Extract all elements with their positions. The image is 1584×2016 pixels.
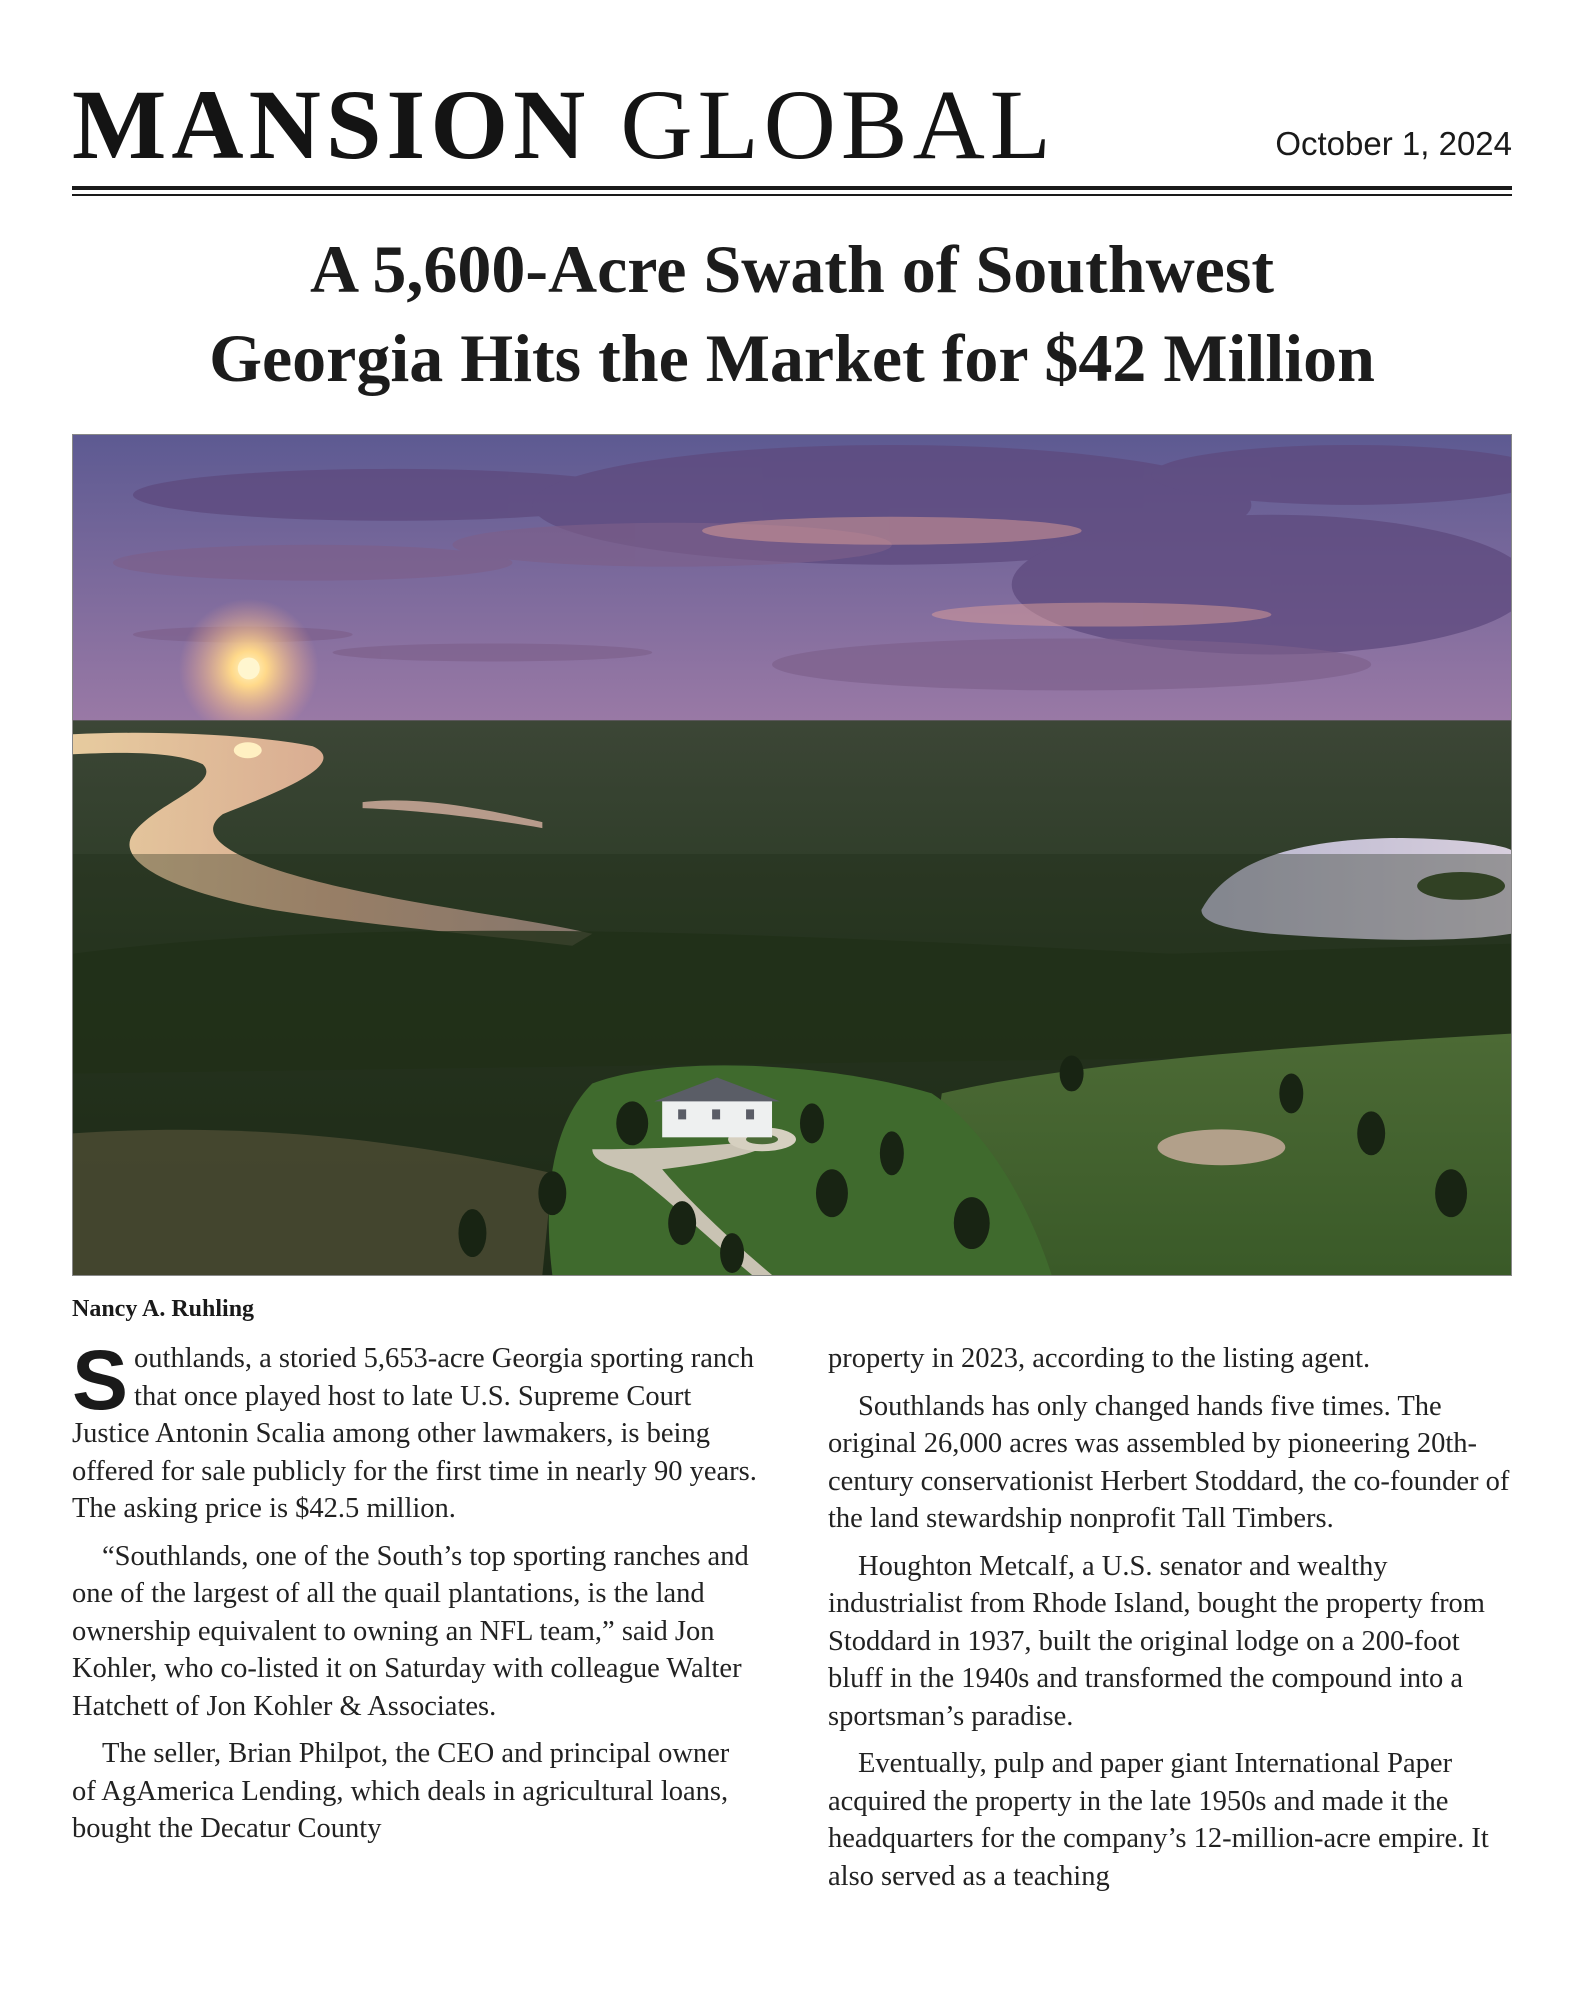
paragraph-1-text: outhlands, a storied 5,653-acre Georgia sporting ranch that once played host to late U.S. Supreme Court Justice Antonin Scalia among other lawmakers, is being offered for sale publicly for the first time in nearly 90 years. The asking price is $42.5 million.	[72, 1343, 757, 1524]
paragraph-3-continued: property in 2023, according to the listing agent.	[828, 1343, 1371, 1374]
brand-name-light: GLOBAL	[620, 69, 1056, 180]
paragraph-2: “Southlands, one of the South’s top sporting ranches and one of the largest of all the quail plantations, is the land ownership equivalent to owning an NFL team,” said Jon Kohler, who co-listed it on Saturday with colleague Walter Hatchett of Jon Kohler & Associates.	[72, 1540, 749, 1722]
aerial-sunset-photo	[72, 434, 1512, 1276]
brand-name-bold: MANSION	[72, 69, 591, 180]
paragraph-5: Houghton Metcalf, a U.S. senator and wealthy industrialist from Rhode Island, bought the property from Stoddard in 1937, built the original lodge on a 200-foot bluff in the 1940s and transformed the compound into a sportsman’s paradise.	[828, 1550, 1485, 1732]
article-column-left	[72, 1333, 758, 1858]
article-column-right	[828, 1340, 1514, 1905]
paragraph-4: Southlands has only changed hands five times. The original 26,000 acres was assembled by pioneering 20th-century conservationist Herbert Stoddard, the co-founder of the land stewardship nonprofit Tall Timbers.	[828, 1390, 1510, 1534]
masthead	[72, 70, 1512, 180]
paragraph-1	[72, 1333, 758, 1528]
masthead-rule-thick	[72, 186, 1512, 190]
headline-line-1: A 5,600-Acre Swath of Southwest	[310, 231, 1274, 307]
article-headline	[72, 225, 1512, 403]
masthead-rule-thin	[72, 194, 1512, 196]
issue-date: October 1, 2024	[1275, 125, 1512, 162]
paragraph-3: The seller, Brian Philpot, the CEO and principal owner of AgAmerica Lending, which deals in agricultural loans, bought the Decatur County	[72, 1738, 730, 1844]
brand-logo[interactable]	[72, 70, 1056, 180]
paragraph-6: Eventually, pulp and paper giant International Paper acquired the property in the late 1950s and made it the headquarters for the company’s 12-million-acre empire. It also served as a teaching	[828, 1748, 1489, 1892]
headline-line-2: Georgia Hits the Market for $42 Million	[209, 320, 1375, 396]
drop-cap: S	[72, 1333, 129, 1427]
article-byline: Nancy A. Ruhling	[72, 1296, 255, 1322]
